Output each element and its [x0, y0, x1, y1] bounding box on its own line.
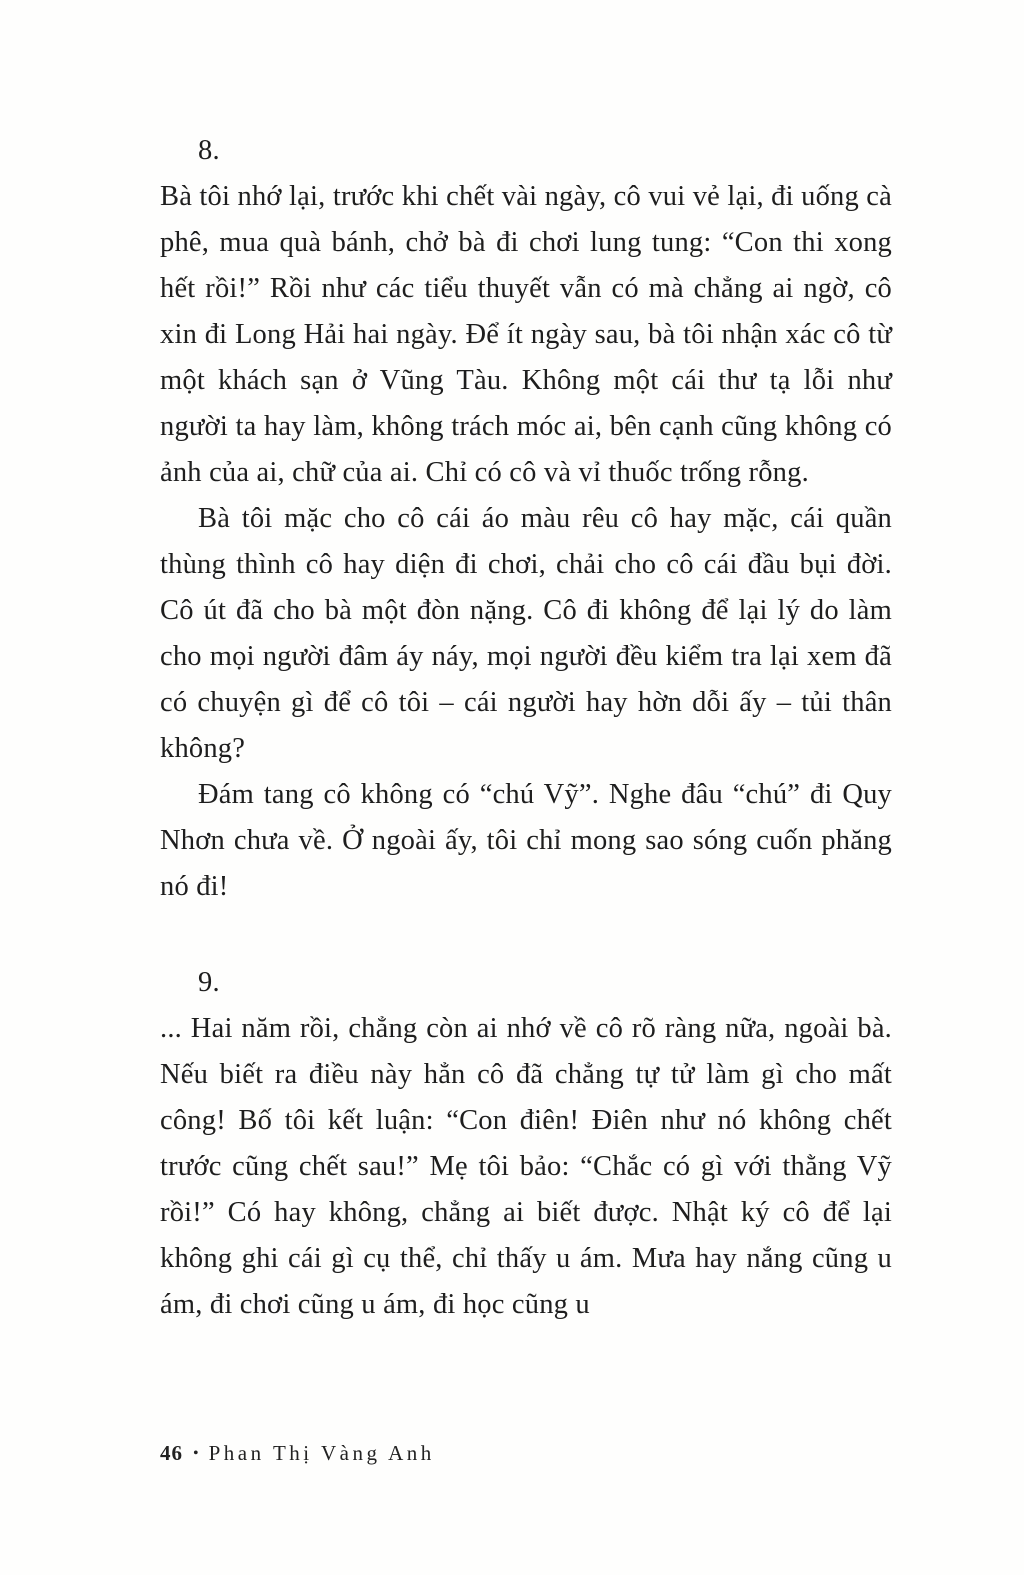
- page-text-block: [160, 128, 892, 1328]
- page-number: 46: [160, 1441, 183, 1465]
- section-8-paragraph-1: Bà tôi nhớ lại, trước khi chết vài ngày, cô vui vẻ lại, đi uống cà phê, mua quà bánh, chở bà đi chơi lung tung: “Con thi xong hết rồi!” Rồi như các tiểu thuyết vẫn có mà chẳng ai ngờ, cô xin đi Long Hải hai ngày. Để ít ngày sau, bà tôi nhận xác cô từ một khách sạn ở Vũng Tàu. Không một cái thư tạ lỗi như người ta hay làm, không trách móc ai, bên cạnh cũng không có ảnh của ai, chữ của ai. Chỉ có cô và vỉ thuốc trống rỗng.: [160, 181, 892, 488]
- author-name: Phan Thị Vàng Anh: [208, 1441, 435, 1465]
- section-9-paragraph-1: ... Hai năm rồi, chẳng còn ai nhớ về cô rõ ràng nữa, ngoài bà. Nếu biết ra điều này hẳn cô đã chẳng tự tử làm gì cho mất công! Bố tôi kết luận: “Con điên! Điên như nó không chết trước cũng chết sau!” Mẹ tôi bảo: “Chắc có gì với thằng Vỹ rồi!” Có hay không, chẳng ai biết được. Nhật ký cô để lại không ghi cái gì cụ thể, chỉ thấy u ám. Mưa hay nắng cũng u ám, đi chơi cũng u ám, đi học cũng u: [160, 1013, 892, 1320]
- section-8-number: 8.: [198, 135, 220, 166]
- footer-separator: •: [193, 1445, 199, 1462]
- page-footer: [160, 1441, 435, 1466]
- section-8-paragraph-3: Đám tang cô không có “chú Vỹ”. Nghe đâu “chú” đi Quy Nhơn chưa về. Ở ngoài ấy, tôi chỉ mong sao sóng cuốn phăng nó đi!: [160, 779, 892, 902]
- section-9-number: 9.: [198, 967, 220, 998]
- section-8-paragraph-2: Bà tôi mặc cho cô cái áo màu rêu cô hay mặc, cái quần thùng thình cô hay diện đi chơi, chải cho cô cái đầu bụi đời. Cô út đã cho bà một đòn nặng. Cô đi không để lại lý do làm cho mọi người đâm áy náy, mọi người đều kiểm tra lại xem đã có chuyện gì để cô tôi – cái người hay hờn dỗi ấy – tủi thân không?: [160, 503, 892, 764]
